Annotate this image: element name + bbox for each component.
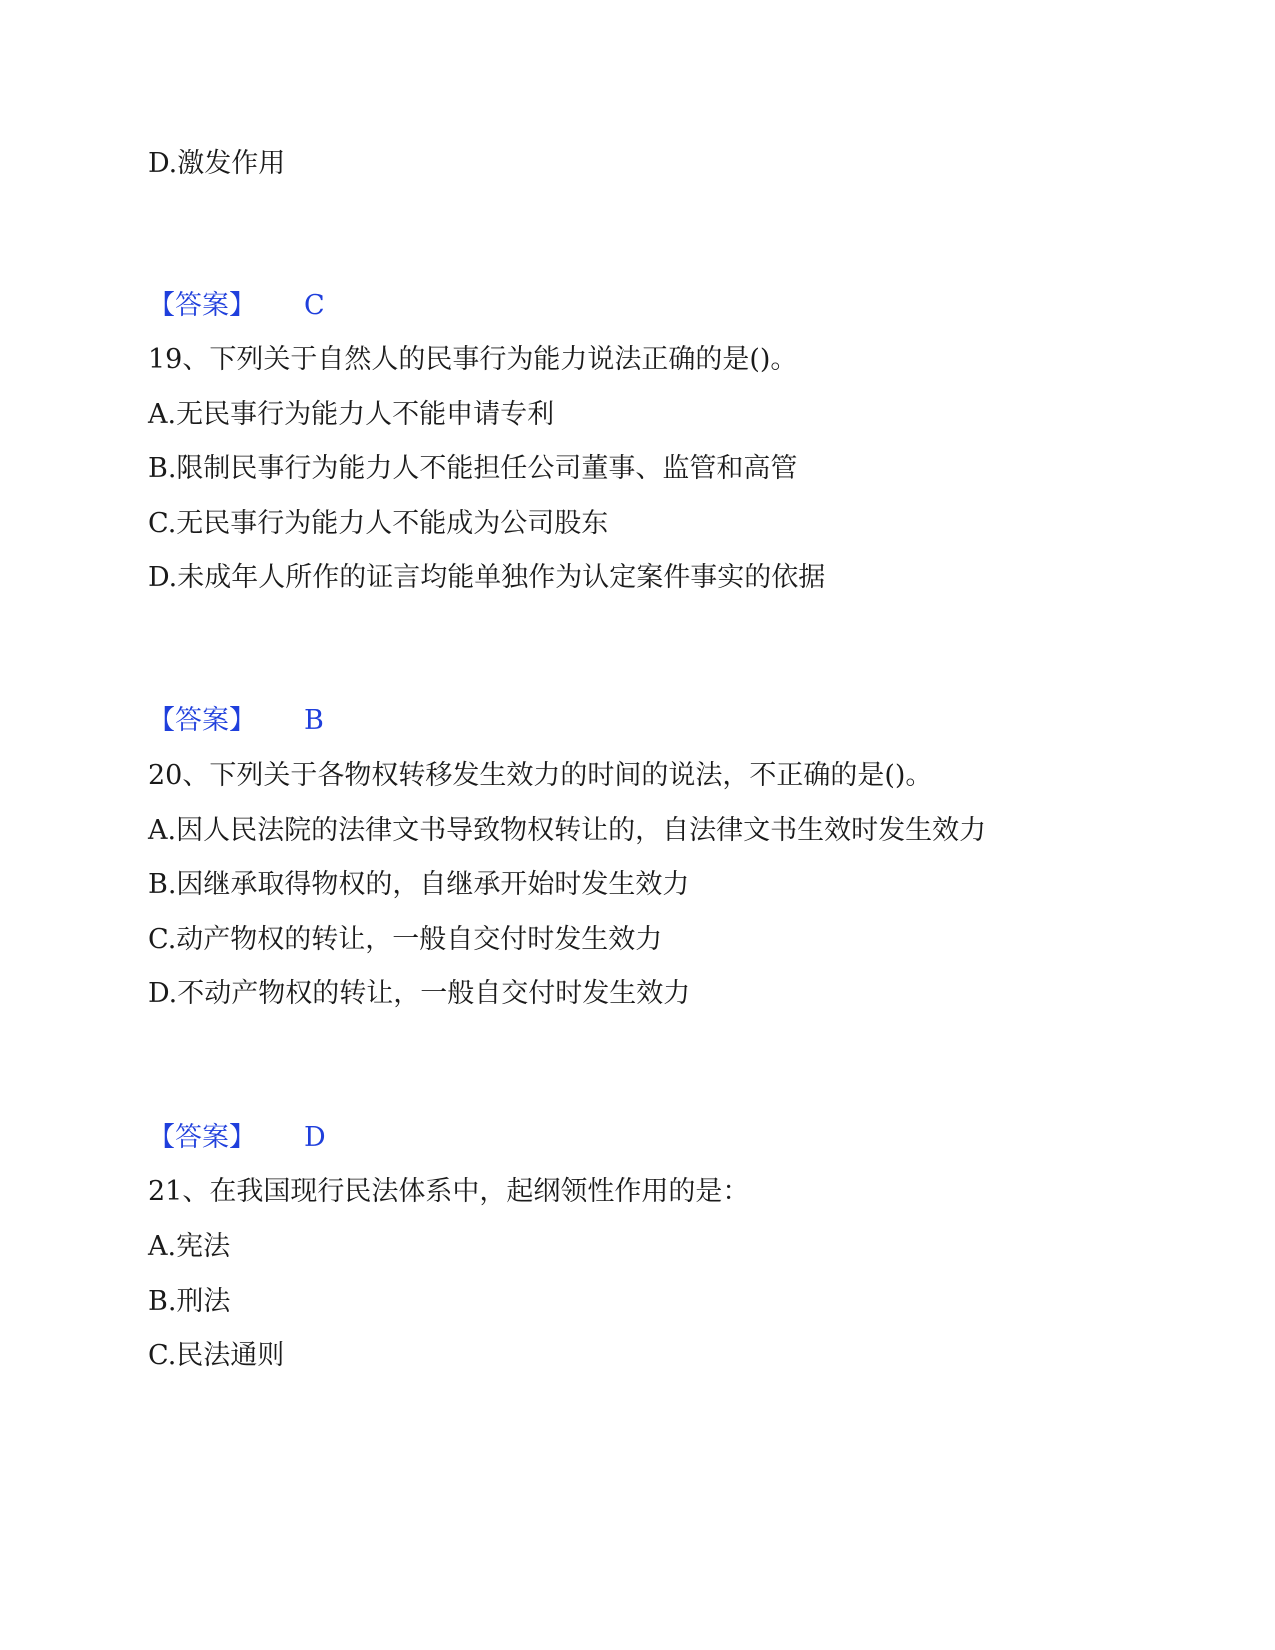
question-19: 19、下列关于自然人的民事行为能力说法正确的是()。 [148, 344, 798, 375]
answer-line-prev [148, 288, 325, 324]
question-21: 21、在我国现行民法体系中，起纲领性作用的是： [148, 1176, 750, 1207]
q20-option-b: B.因继承取得物权的，自继承开始时发生效力 [148, 869, 690, 900]
q21-option-a: A.宪法 [148, 1231, 231, 1262]
answer-value: B [304, 705, 324, 736]
answer-label: 【答案】 [148, 1122, 256, 1153]
q20-option-d: D.不动产物权的转让，一般自交付时发生效力 [148, 978, 691, 1009]
q19-option-c: C.无民事行为能力人不能成为公司股东 [148, 508, 609, 539]
answer-label: 【答案】 [148, 290, 256, 321]
q21-option-c: C.民法通则 [148, 1340, 285, 1371]
answer-label: 【答案】 [148, 705, 256, 736]
answer-value: C [304, 290, 325, 321]
q19-option-d: D.未成年人所作的证言均能单独作为认定案件事实的依据 [148, 562, 826, 593]
prev-option-d: D.激发作用 [148, 148, 286, 179]
answer-line-20 [148, 1120, 326, 1156]
q19-option-a: A.无民事行为能力人不能申请专利 [148, 399, 555, 430]
answer-value: D [304, 1122, 326, 1153]
q19-option-b: B.限制民事行为能力人不能担任公司董事、监管和高管 [148, 453, 798, 484]
q20-option-c: C.动产物权的转让，一般自交付时发生效力 [148, 924, 663, 955]
question-20: 20、下列关于各物权转移发生效力的时间的说法，不正确的是()。 [148, 760, 933, 791]
answer-line-19 [148, 703, 324, 739]
q20-option-a: A.因人民法院的法律文书导致物权转让的，自法律文书生效时发生效力 [148, 815, 987, 846]
q21-option-b: B.刑法 [148, 1286, 231, 1317]
